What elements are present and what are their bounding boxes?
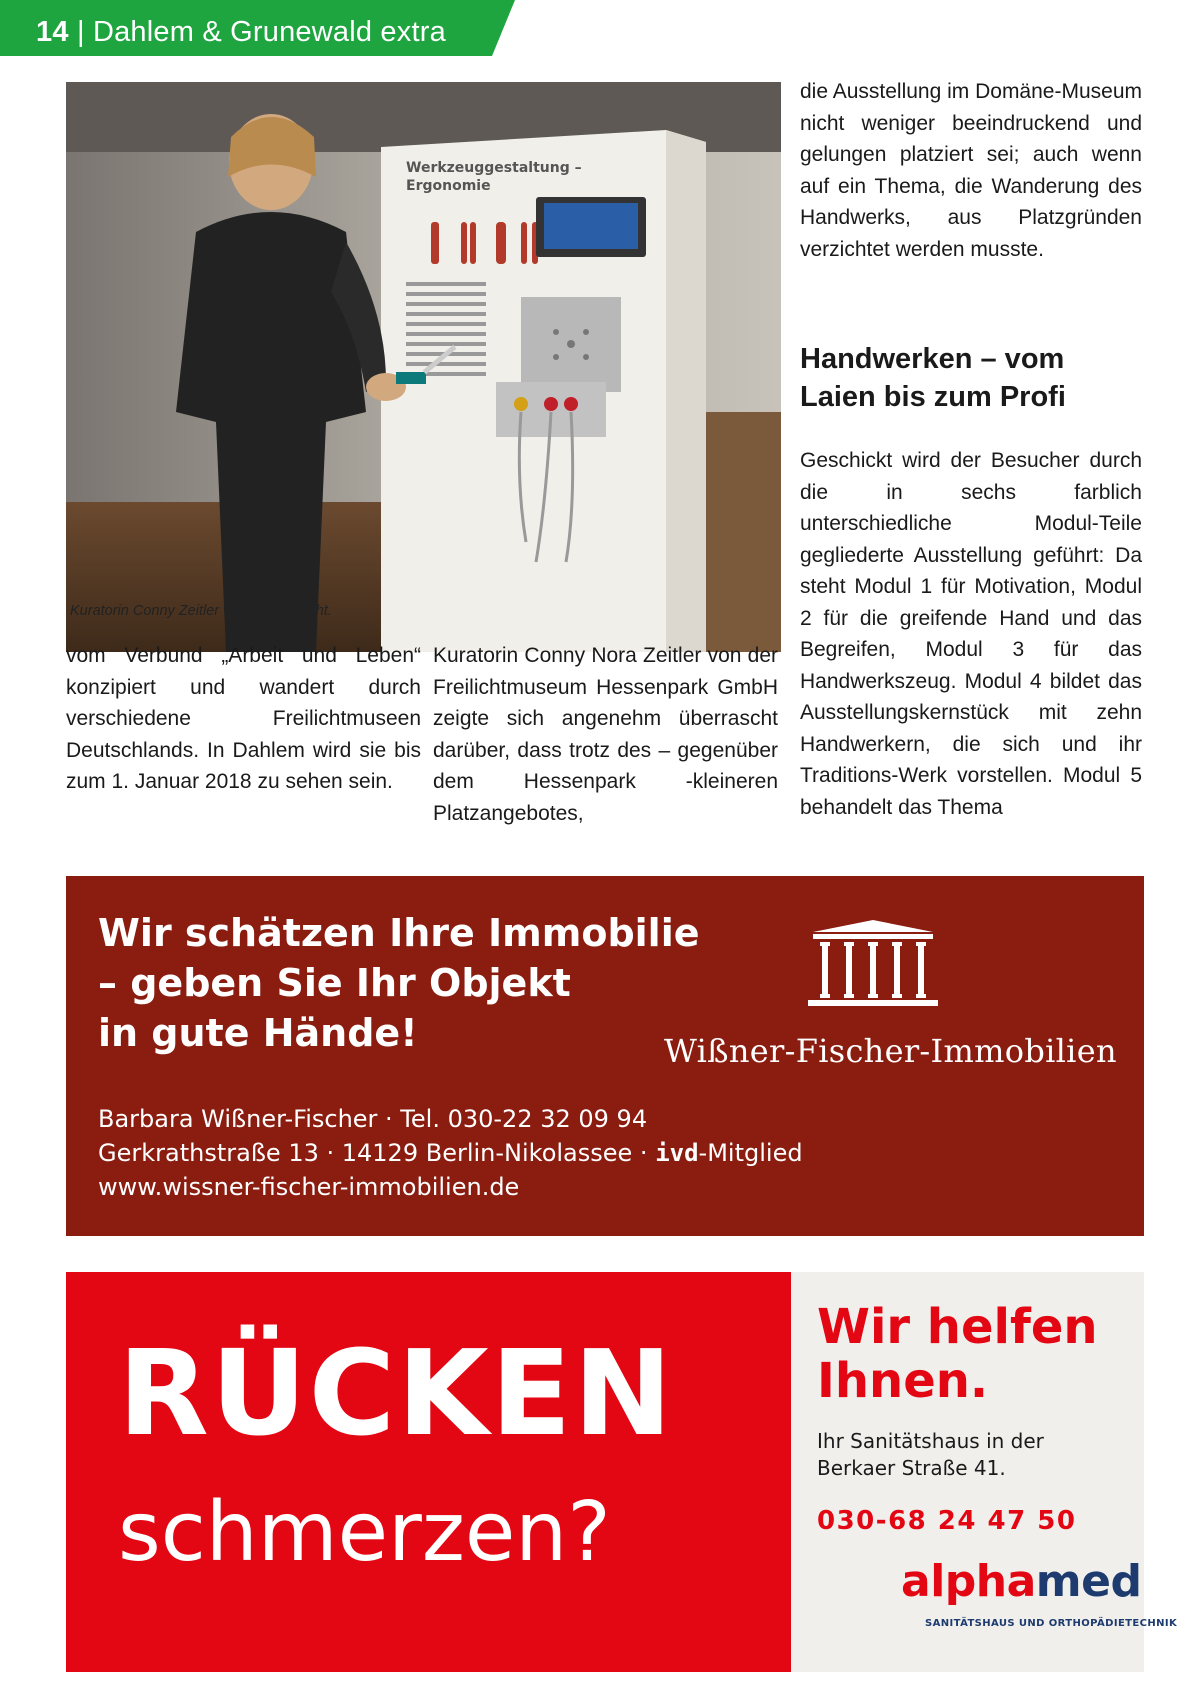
headline-line: Wir helfen (817, 1299, 1098, 1355)
realestate-ad[interactable] (66, 876, 1144, 1236)
exhibition-photo-illustration (66, 82, 781, 652)
alphamed-tagline: SANITÄTSHAUS UND ORTHOPÄDIETECHNIK (925, 1618, 1178, 1629)
photo-caption: Kuratorin Conny Zeitler weiß, wie´s geht. (70, 603, 332, 619)
contact-website-link[interactable]: www.wissner-fischer-immobilien.de (98, 1173, 520, 1201)
display-title-1: Werkzeuggestaltung – (406, 160, 582, 176)
display-title-2: Ergonomie (406, 178, 491, 194)
ivd-logo: ivd (655, 1139, 699, 1167)
brand-part-2: med (1035, 1556, 1142, 1607)
health-ad-address (817, 1428, 1044, 1482)
header-separator: | (76, 16, 85, 48)
article-column-right-top (800, 76, 1142, 265)
article-subhead: Handwerken – vom Laien bis zum Profi (800, 343, 1066, 413)
health-ad-headline (817, 1300, 1098, 1408)
page-header (36, 12, 446, 52)
realestate-ad-headline (98, 908, 738, 1058)
exhibition-photo (66, 82, 781, 652)
article-paragraph: die Ausstellung im Domäne-Museum nicht weniger beeindruckend und gelungen platziert sei; auch wenn auf ein Thema, die Wanderung des Handwerks, aus Platzgründen verzichtet werden musste. (800, 80, 1142, 261)
temple-columns-icon (808, 920, 938, 1010)
page-number: 14 (36, 16, 69, 48)
article-column-middle (433, 640, 778, 829)
contact-name-phone: Barbara Wißner-Fischer · Tel. 030-22 32 09 94 (98, 1105, 648, 1133)
contact-address: Gerkrathstraße 13 · 14129 Berlin-Nikolassee · ivd-Mitglied (98, 1139, 803, 1167)
header-title: Dahlem & Grunewald extra (92, 16, 446, 48)
brand-part-1: alpha (901, 1556, 1036, 1607)
realestate-contact (98, 1102, 803, 1204)
health-ad-phone[interactable]: 030-68 24 47 50 (817, 1506, 1077, 1536)
article-paragraph: vom Verbund „Arbeit und Leben“ konzipiert und wandert durch verschiedene Freilichtmuseen Deutschlands. In Dahlem wird sie bis zum 1. Januar 2018 zu sehen sein. (66, 644, 421, 793)
address-line: Ihr Sanitätshaus in der (817, 1429, 1044, 1453)
article-paragraph: Geschickt wird der Besucher durch die in sechs farblich unterschiedliche Modul-Teile gegliederte Ausstellung geführt: Da steht Modul 1 für Motivation, Modul 2 für die greifende Hand und das Begreifen, Modul 3 für das Handwerkszeug. Modul 4 bildet das Ausstellungskernstück mit zehn Handwerkern, die sich und ihr Traditions-Werk vorstellen. Modul 5 behandelt das Thema (800, 449, 1142, 819)
headline-line: – geben Sie Ihr Objekt (98, 961, 571, 1005)
health-ad-red-panel[interactable] (66, 1272, 791, 1672)
article-paragraph: Kuratorin Conny Nora Zeitler von der Freilichtmuseum Hessenpark GmbH zeigte sich angenehm überrascht darüber, dass trotz des – gegenüber dem Hessenpark -kleineren Platzangebotes, (433, 644, 778, 825)
health-ad-info-panel[interactable] (791, 1272, 1178, 1672)
article-column-left (66, 640, 421, 798)
article-column-right-bottom (800, 445, 1142, 823)
alphamed-logo (901, 1556, 1141, 1607)
health-ad-big-word: RÜCKEN (118, 1324, 675, 1462)
headline-line: Wir schätzen Ihre Immobilie (98, 911, 700, 955)
health-ad-small-word: schmerzen? (118, 1485, 611, 1580)
address-line: Berkaer Straße 41. (817, 1456, 1006, 1480)
headline-line: in gute Hände! (98, 1011, 418, 1055)
headline-line: Ihnen. (817, 1353, 989, 1409)
realestate-brand: Wißner-Fischer-Immobilien (664, 1032, 1117, 1070)
